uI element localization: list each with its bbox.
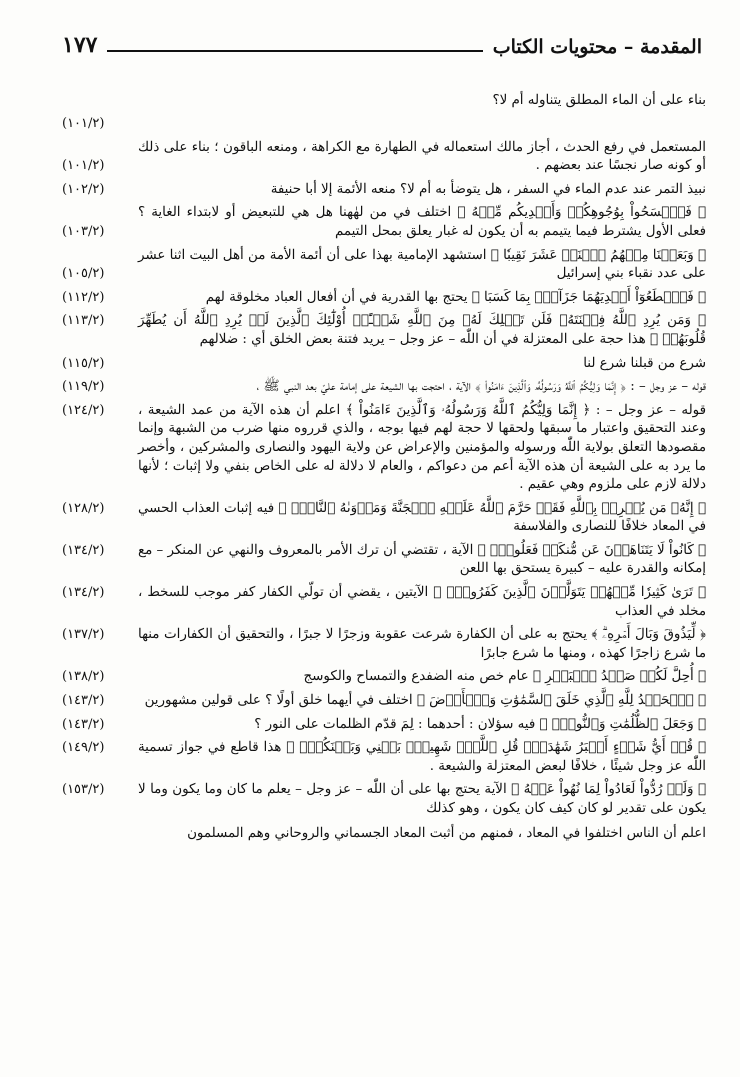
header-rule [107,50,482,52]
index-entry [62,692,706,711]
entry-text: ﴿ قُلۡ أَيُّ شَيۡءٍ أَكۡبَرُ شَهَٰدَةٗۖ قُلِ ٱللَّهُۖ شَهِيدُۢ بَيۡنِي وَبَيۡنَكُمۡۚ ﴾ هذا قاطع في جواز تسمية اللّٰه عز وجل شيئًا ، خلافًا لبعض المعتزلة والشيعة . [138,740,706,774]
entry-text: المستعمل في رفع الحدث ، أجاز مالك استعماله في الطهارة مع الكراهة ، ومنعه الباقون ؛ بناء على ذلك أو كونه صار نجسًا عند بعضهم . [138,139,706,174]
running-header [62,30,702,58]
entry-reference: (١١٣/٢) [62,313,105,329]
entry-reference: (١٠١/٢) [62,116,105,131]
entry-text: اعلم أن الناس اختلفوا في المعاد ، فمنهم من أثبت المعاد الجسماني والروحاني وهم المسلمون [187,825,706,841]
entry-text: شرع من قبلنا شرع لنا [583,355,706,371]
entry-text: ﴿ أُحِلَّ لَكُمۡ صَيۡدُ ٱلۡبَحۡرِ ﴾ عام خص منه الضفدع والتمساح والكوسج [303,669,706,685]
entry-reference: (١٠٥/٢) [62,266,105,282]
entry-text: بناء على أن الماء المطلق يتناوله أم لا؟ [492,93,706,108]
entry-reference: (١٥٣/٢) [62,782,105,798]
index-entry [62,739,706,776]
index-entry [62,181,706,200]
entry-text: ﴿ وَلَوۡ رُدُّواْ لَعَادُواْ لِمَا نُهُواْ عَنۡهُ ﴾ الآية يحتج بها على أن اللّٰه – عز وجل – يعلم ما كان وما يكون وما لا يكون على تقدير لو كان كيف كان يكون ، وهو كذلك [138,782,706,816]
index-entry [62,378,706,397]
entry-reference: (١٤٣/٢) [62,716,105,732]
entry-text: ﴿ وَبَعَثۡنَا مِنۡهُمُ ٱثۡنَيۡ عَشَرَ نَقِيبٗا ﴾ استشهد الإمامية بهذا على أن أئمة الأمة من أهل البيت اثنا عشر على عدد نقباء بني إسرائيل [138,247,706,282]
index-entry [62,289,706,308]
entry-reference: (١٠٢/٢) [62,181,105,197]
entry-text: ﴿ إِنَّهُۥ مَن يُشۡرِكۡ بِٱللَّهِ فَقَدۡ حَرَّمَ ٱللَّهُ عَلَيۡهِ ٱلۡجَنَّةَ وَمَأۡوَىٰهُ ٱلنَّارُۖ ﴾ فيه إثبات العذاب الحسي في المعاد خلافًا للنصارى والفلاسفة [138,500,706,535]
index-entry [62,92,706,111]
entry-reference: (١٢٤/٢) [62,402,105,418]
index-entry [62,668,706,687]
entry-text: نبيذ التمر عند عدم الماء في السفر ، هل يتوضأ به أم لا؟ منعه الأئمة إلا أبا حنيفة [270,181,706,197]
entry-reference: (١١٢/٢) [62,289,105,305]
entry-text: ﴿ تَرَىٰ كَثِيرٗا مِّنۡهُمۡ يَتَوَلَّوۡنَ ٱلَّذِينَ كَفَرُواْۚ ﴾ الآيتين ، يقضي أن تولّي الكفار كفر موجب للسخط ، مخلد في العذاب [138,585,706,619]
header-title: المقدمة – محتويات الكتاب [492,36,702,58]
entry-text: ﴿ فَٱمۡسَحُواْ بِوُجُوهِكُمۡ وَأَيۡدِيكُم مِّنۡهُ ﴾ اختلف في من لهٰهنا هل هي للتبعيض أو لابتداء الغاية ؟ فعلى الأول يشترط فيما يتيمم به أن يكون له غبار يعلق بمحل التيمم [138,205,706,239]
entry-reference: (١١٩/٢) [62,379,105,395]
entry-reference: (١٤٩/٢) [62,740,105,756]
entry-reference: (١٣٤/٢) [62,542,105,558]
page-number: ١٧٧ [62,32,98,58]
index-entry [62,312,706,349]
entry-text: قوله – عز وجل – : ﴿ إِنَّمَا وَلِيُّكُمُ ٱللَّهُ وَرَسُولُهُۥ وَٱلَّذِينَ ءَامَنُواْ ﴾ الآية ، احتجت بها الشيعة على إمامة عليّ بعد النبي ﷺ ، [256,379,706,395]
entry-text: ﴿ وَجَعَلَ ٱلظُّلُمَٰتِ وَٱلنُّورَۖ ﴾ فيه سؤلان : أحدهما : لِمَ قدّم الظلمات على النور ؟ [254,716,706,732]
index-entry [62,716,706,735]
entry-reference: (١٠٣/٢) [62,223,105,239]
index-entry [62,542,706,579]
entry-text: ﴿ كَانُواْ لَا يَتَنَاهَوۡنَ عَن مُّنكَرٖ فَعَلُوهُۚ ﴾ الآية ، تقتضي أن ترك الأمر بالمعروف والنهي عن المنكر – مع إمكانه والقدرة عليه – كبيرة يستحق بها اللعن [138,542,706,577]
entry-text: ﴿ وَمَن يُرِدِ ٱللَّهُ فِتۡنَتَهُۥ فَلَن تَمۡلِكَ لَهُۥ مِنَ ٱللَّهِ شَيۡـًٔاۚ أُوْلَٰٓئِكَ ٱلَّذِينَ لَمۡ يُرِدِ ٱللَّهُ أَن يُطَهِّرَ قُلُوبَهُمۡ ﴾ هذا حجة على المعتزلة في أن اللّٰه – عز وجل – يريد فتنة بعض الخلق أي : ضلالهم [138,313,706,347]
index-entry [62,247,706,284]
index-entry [62,626,706,663]
index-entry [62,402,706,495]
index-entry [62,781,706,818]
index-entry [62,116,706,134]
entry-text: ﴿ لِّيَذُوقَ وَبَالَ أَمۡرِهِۦۗ ﴾ يحتج به على أن الكفارة شرعت عقوبة وزجرًا لا جبرًا ، والتحقيق أن الكفارات منها ما شرع زاجرًا كهذه ، ومنها ما شرع جابرًا [138,627,706,661]
entry-text: ﴿ ٱلۡحَمۡدُ لِلَّهِ ٱلَّذِي خَلَقَ ٱلسَّمَٰوَٰتِ وَٱلۡأَرۡضَ ﴾ اختلف في أيهما خلق أولًا ؟ على قولين مشهورين [144,693,706,709]
entry-reference: (١٣٨/٢) [62,669,105,685]
index-entry [62,139,706,176]
entry-reference: (١٢٨/٢) [62,500,105,516]
index-entry [62,204,706,241]
index-entry [62,825,706,844]
entry-reference: (١٤٣/٢) [62,693,105,709]
entry-reference: (١٣٤/٢) [62,585,105,601]
page-body [62,92,706,848]
entry-reference: (١٣٧/٢) [62,627,105,643]
index-entry [62,584,706,621]
entry-reference: (١١٥/٢) [62,355,105,371]
entry-text: ﴿ فَٱقۡطَعُوٓاْ أَيۡدِيَهُمَا جَزَآءَۢ بِمَا كَسَبَا ﴾ يحتج بها القدرية في أن أفعال العباد مخلوقة لهم [205,289,706,305]
index-entry [62,500,706,537]
entry-reference: (١٠١/٢) [62,158,105,174]
index-entry [62,355,706,374]
entry-text: قوله – عز وجل – : ﴿ إِنَّمَا وَلِيُّكُمُ ٱللَّهُ وَرَسُولُهُۥ وَٱلَّذِينَ ءَامَنُواْ ﴾ اعلم أن هذه الآية من عمد الشيعة ، وعند التحقيق واعتبار ما سبقها ولحقها لا حجة لهم فيها بوجه ، والذي قرروه منها ضرب من الشبهة وإنما مقصودها التعلق بولاية اللّٰه ورسوله والمؤمنين والإعراض عن ولاية اليهود والنصارى والمشركين ، وأخصر ما يرد به على الشيعة أن هذه الآية أعم من دعواكم ، والعام لا دلالة له على الخاص بنفي ولا إثبات ؛ لأنها دلالة لازم على ملزوم وهي عقيم . [138,402,706,493]
